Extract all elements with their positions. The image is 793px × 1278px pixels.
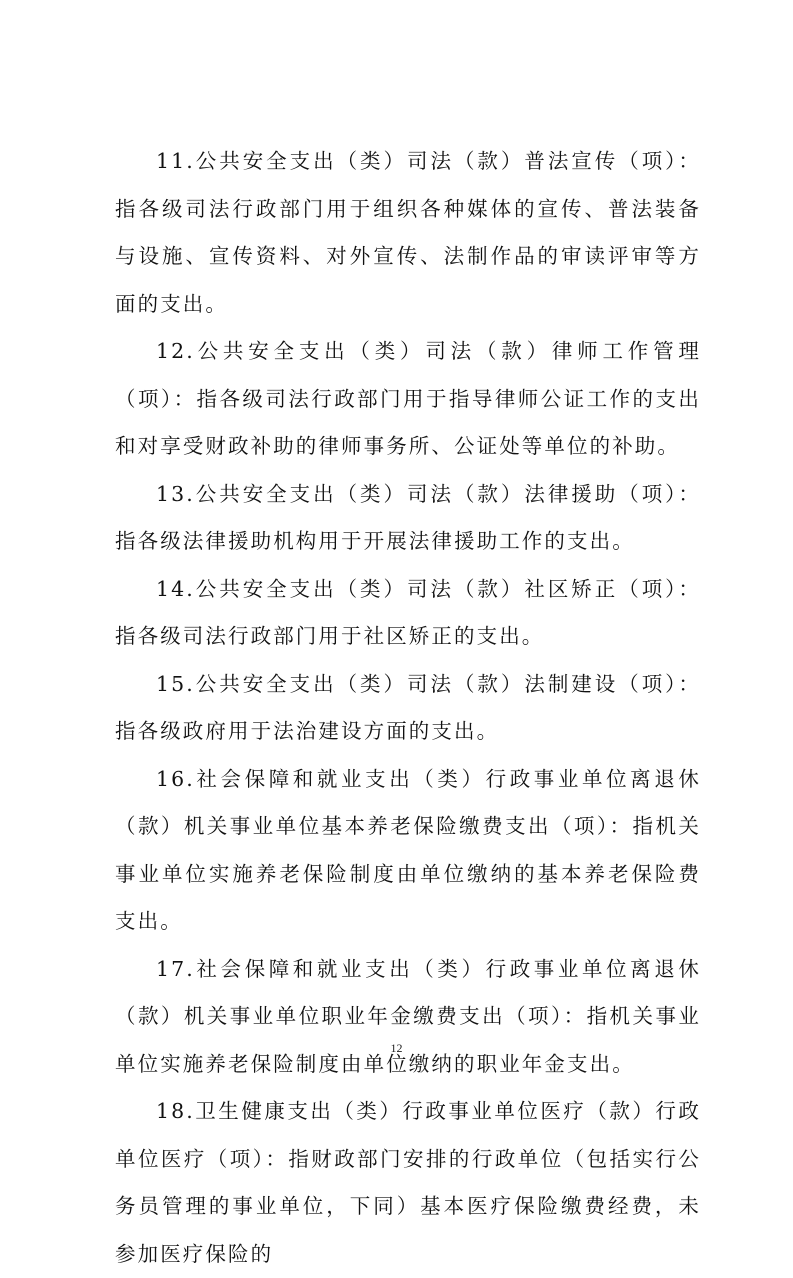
paragraph-item-13: 13.公共安全支出（类）司法（款）法律援助（项）：指各级法律援助机构用于开展法律援助工作的支出。 (115, 481, 701, 553)
paragraph-item-12: 12.公共安全支出（类）司法（款）律师工作管理（项）：指各级司法行政部门用于指导律师公证工作的支出和对享受财政补助的律师事务所、公证处等单位的补助。 (115, 339, 701, 458)
paragraph-item-15: 15.公共安全支出（类）司法（款）法制建设（项）：指各级政府用于法治建设方面的支出。 (115, 671, 701, 743)
page-number: 12 (390, 1041, 403, 1055)
paragraph-item-18: 18.卫生健康支出（类）行政事业单位医疗（款）行政单位医疗（项）：指财政部门安排的行政单位（包括实行公务员管理的事业单位，下同）基本医疗保险缴费经费，未参加医疗保险的 (115, 1099, 701, 1266)
paragraph-item-17: 17.社会保障和就业支出（类）行政事业单位离退休（款）机关事业单位职业年金缴费支出（项）：指机关事业单位实施养老保险制度由单位缴纳的职业年金支出。 (115, 956, 701, 1076)
paragraph-item-14: 14.公共安全支出（类）司法（款）社区矫正（项）：指各级司法行政部门用于社区矫正的支出。 (115, 576, 701, 648)
paragraph-item-16: 16.社会保障和就业支出（类）行政事业单位离退休（款）机关事业单位基本养老保险缴费支出（项）：指机关事业单位实施养老保险制度由单位缴纳的基本养老保险费支出。 (115, 766, 701, 933)
document-body (115, 138, 701, 1278)
paragraph-item-11: 11.公共安全支出（类）司法（款）普法宣传（项）：指各级司法行政部门用于组织各种媒体的宣传、普法装备与设施、宣传资料、对外宣传、法制作品的审读评审等方面的支出。 (115, 149, 701, 316)
